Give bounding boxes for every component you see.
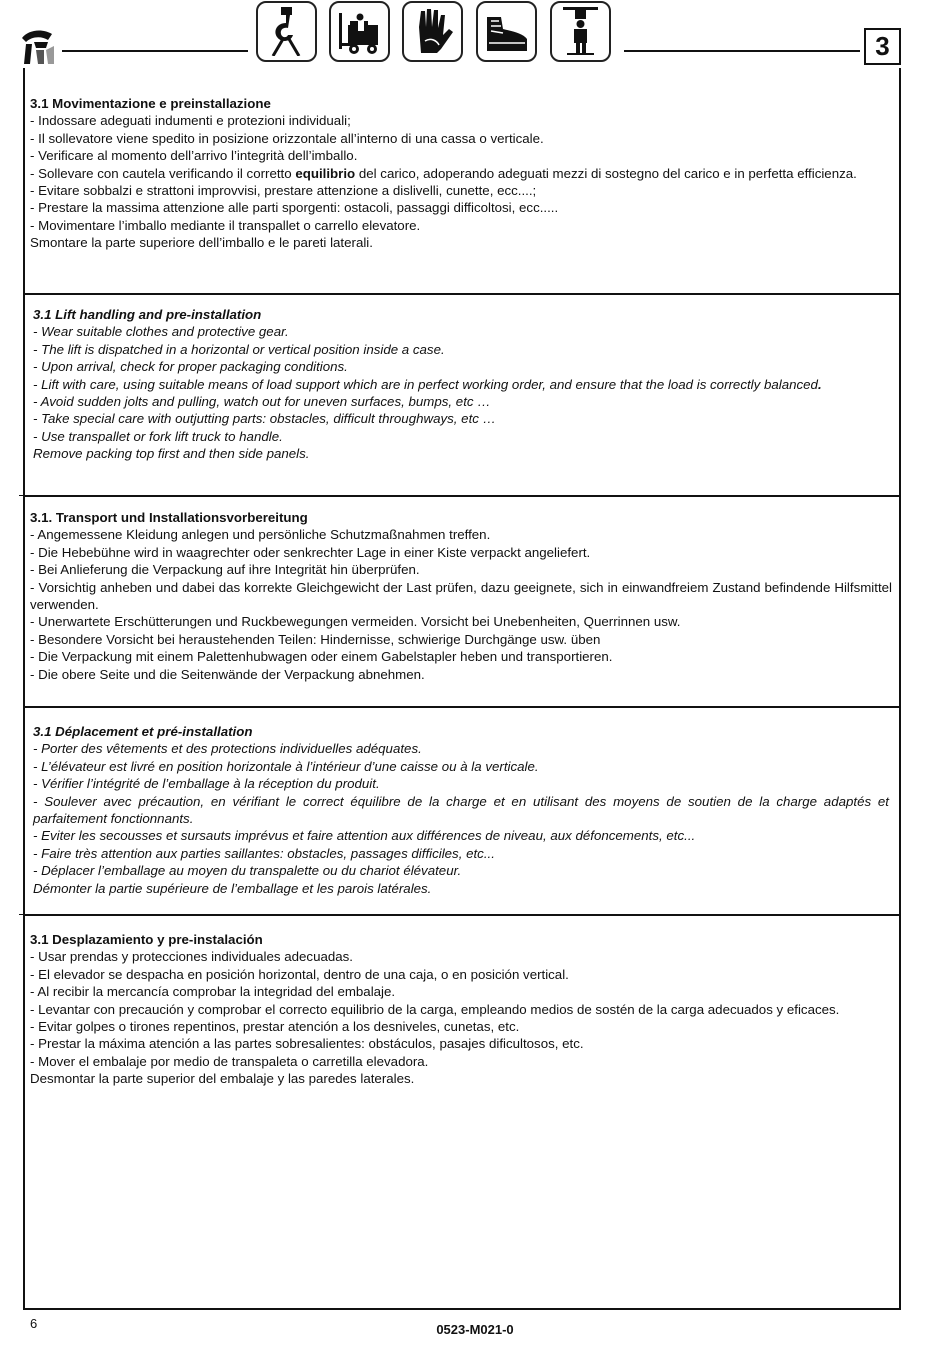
instruction-line: - Die obere Seite und die Seitenwände der Verpackung abnehmen. (30, 666, 425, 682)
instruction-line: - Usar prendas y protecciones individuales adecuadas. (30, 949, 354, 965)
header-rule-right (624, 50, 860, 52)
section-german (30, 509, 892, 683)
instruction-line: - Prestar la máxima atención a las partes sobresalientes: obstáculos, pasajes dificultosos, etc. (30, 1036, 584, 1052)
instruction-line: - Déplacer l’emballage au moyen du transpalette ou du chariot élévateur. (33, 863, 462, 879)
instruction-line (30, 165, 892, 182)
safety-shoe-pictogram (476, 1, 537, 62)
section-title: 3.1 Lift handling and pre-installation (33, 307, 262, 322)
instruction-line: - Bei Anlieferung die Verpackung auf ihre Integrität hin überprüfen. (30, 562, 420, 578)
protective-clothing-pictogram (550, 1, 611, 62)
instruction-line: Remove packing top first and then side panels. (33, 446, 310, 462)
margin-tick (19, 914, 24, 915)
instruction-line: - Besondere Vorsicht bei heraustehenden Teilen: Hindernisse, schwierige Durchgänge usw. üben (30, 631, 601, 647)
instruction-list (33, 323, 889, 462)
section-divider (23, 914, 901, 916)
instruction-list (30, 112, 892, 251)
page-number: 6 (30, 1316, 38, 1331)
line-text: del carico, adoperando adeguati mezzi di sostegno del carico e in perfetta efficienza. (355, 165, 857, 181)
line-text: - Lift with care, using suitable means of load support which are in perfect working order, and ensure that the load is correctly balanced (33, 376, 818, 392)
header-rule-left (62, 50, 248, 52)
margin-tick (19, 495, 24, 496)
instruction-list (30, 526, 892, 683)
instruction-line: - Evitar golpes o tirones repentinos, prestar atención a los desniveles, cunetas, etc. (30, 1019, 520, 1035)
instruction-line: - Faire très attention aux parties saillantes: obstacles, passages difficiles, etc... (33, 845, 495, 861)
section-title: 3.1 Movimentazione e preinstallazione (30, 96, 271, 111)
instruction-line: - Vérifier l’intégrité de l’emballage à la réception du produit. (33, 776, 380, 792)
safety-gloves-icon (409, 7, 456, 56)
instruction-line: - Porter des vêtements et des protections individuelles adéquates. (33, 741, 422, 757)
forklift-icon (336, 7, 383, 56)
instruction-line: - Al recibir la mercancía comprobar la integridad del embalaje. (30, 984, 396, 1000)
instruction-line: - Levantar con precaución y comprobar el correcto equilibrio de la carga, empleando medios de sostén de la carga adecuados y eficaces. (30, 1001, 840, 1017)
protective-clothing-icon (557, 7, 604, 56)
instruction-line: - Indossare adeguati indumenti e protezioni individuali; (30, 113, 351, 129)
chapter-number: 3 (864, 28, 901, 65)
section-title: 3.1 Déplacement et pré-installation (33, 724, 253, 739)
section-spanish (30, 931, 892, 1088)
instruction-line: - Prestare la massima attenzione alle parti sporgenti: ostacoli, passaggi difficoltosi, ecc..... (30, 200, 559, 216)
instruction-line: - Wear suitable clothes and protective gear. (33, 324, 289, 340)
document-code: 0523-M021-0 (436, 1322, 514, 1337)
instruction-line: - Use transpallet or fork lift truck to handle. (33, 428, 283, 444)
instruction-line: - L’élévateur est livré en position horizontale à l’intérieur d’une caisse ou à la verticale. (33, 758, 539, 774)
instruction-list (30, 948, 892, 1087)
brand-logo (18, 24, 60, 66)
crane-hook-pictogram (256, 1, 317, 62)
instruction-line: Smontare la parte superiore dell’imballo e le pareti laterali. (30, 235, 373, 251)
instruction-line: Démonter la partie supérieure de l’emballage et les parois latérales. (33, 880, 432, 896)
emphasis-text: equilibrio (295, 165, 356, 181)
instruction-line (33, 376, 889, 393)
instruction-line: - Vorsichtig anheben und dabei das korrekte Gleichgewicht der Last prüfen, dazu geeignete, sich in einwandfreiem Zustand befindende Hilfsmittel verwenden. (30, 579, 892, 613)
section-divider (23, 495, 901, 497)
instruction-line: - Avoid sudden jolts and pulling, watch out for uneven surfaces, bumps, etc … (33, 394, 491, 410)
instruction-line: - Die Verpackung mit einem Palettenhubwagen oder einem Gabelstapler heben und transportieren. (30, 649, 613, 665)
instruction-line: - Evitare sobbalzi e strattoni improvvisi, prestare attenzione a dislivelli, cunette, ecc....; (30, 183, 537, 199)
crane-hook-icon (263, 7, 310, 56)
section-french (33, 723, 889, 897)
instruction-line: - El elevador se despacha en posición horizontal, dentro de una caja, o en posición vertical. (30, 966, 569, 982)
emphasis-text: . (817, 376, 822, 392)
section-divider (23, 293, 901, 295)
instruction-line: - Eviter les secousses et sursauts imprévus et faire attention aux différences de niveau, aux défoncements, etc... (33, 828, 696, 844)
instruction-line: - Unerwartete Erschütterungen und Ruckbewegungen vermeiden. Vorsicht bei Unebenheiten, Querrinnen usw. (30, 614, 681, 630)
instruction-line: - Soulever avec précaution, en vérifiant le correct équilibre de la charge et en utilisant des moyens de soutien de la charge adaptés et parfaitement fonctionnants. (33, 793, 889, 827)
safety-shoe-icon (483, 7, 530, 56)
section-divider (23, 706, 901, 708)
instruction-line: - The lift is dispatched in a horizontal or vertical position inside a case. (33, 341, 445, 357)
section-title: 3.1 Desplazamiento y pre-instalación (30, 932, 263, 947)
gloves-pictogram (402, 1, 463, 62)
instruction-line: - Take special care with outjutting parts: obstacles, difficult throughways, etc … (33, 411, 496, 427)
section-italian (30, 95, 892, 252)
instruction-line: Desmontar la parte superior del embalaje y las paredes laterales. (30, 1071, 415, 1087)
instruction-line: - Angemessene Kleidung anlegen und persönliche Schutzmaßnahmen treffen. (30, 527, 491, 543)
instruction-line: - Verificare al momento dell’arrivo l’integrità dell’imballo. (30, 148, 358, 164)
instruction-line: - Il sollevatore viene spedito in posizione orizzontale all’interno di una cassa o verticale. (30, 130, 544, 146)
instruction-line: - Mover el embalaje por medio de transpaleta o carretilla elevadora. (30, 1053, 429, 1069)
section-title: 3.1. Transport und Installationsvorbereitung (30, 510, 308, 525)
section-english (33, 306, 889, 463)
instruction-line: - Die Hebebühne wird in waagrechter oder senkrechter Lage in einer Kiste verpackt angeliefert. (30, 544, 591, 560)
line-text: - Sollevare con cautela verificando il corretto (30, 165, 296, 181)
instruction-list (33, 740, 889, 897)
forklift-pictogram (329, 1, 390, 62)
content-frame (23, 68, 901, 1310)
instruction-line: - Upon arrival, check for proper packaging conditions. (33, 359, 348, 375)
instruction-line: - Movimentare l’imballo mediante il transpallet o carrello elevatore. (30, 217, 421, 233)
